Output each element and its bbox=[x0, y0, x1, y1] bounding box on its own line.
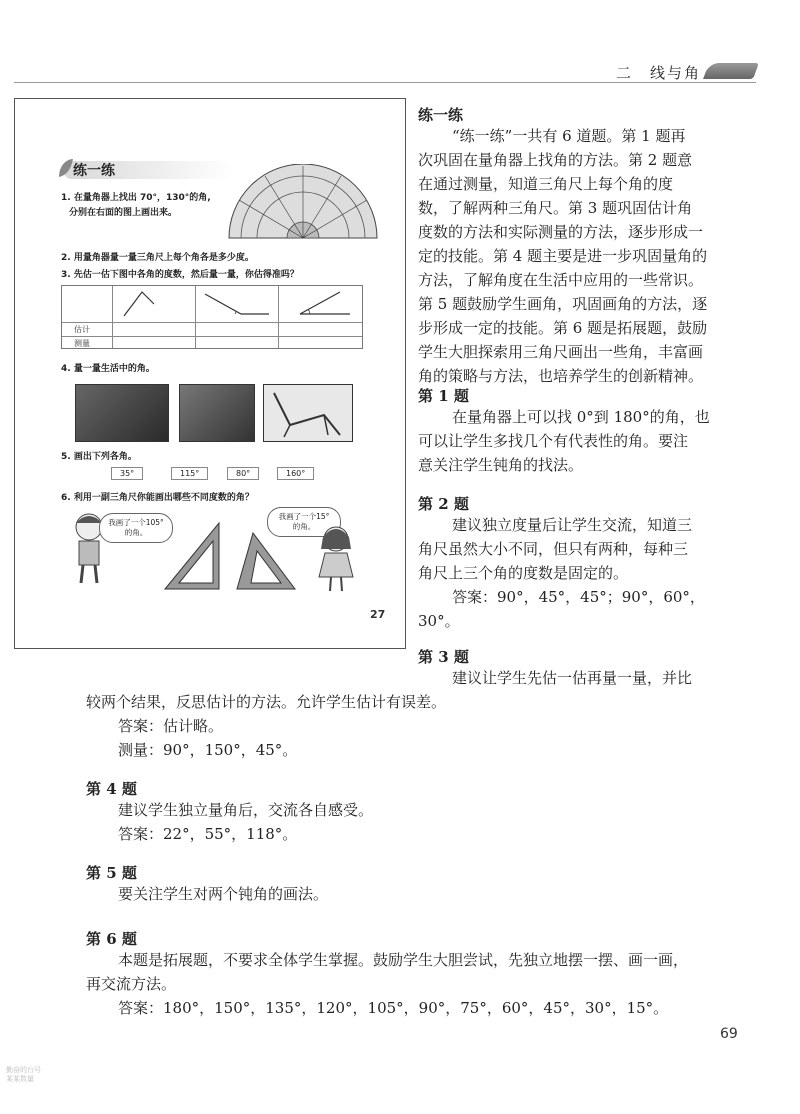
para-line: 定的技能。第 4 题主要是进一步巩固量角的 bbox=[418, 247, 708, 265]
q4-paragraph bbox=[118, 798, 373, 846]
para-line: 度数的方法和实际测量的方法，逐步形成一 bbox=[418, 223, 704, 241]
estimate-table bbox=[61, 285, 363, 349]
q3-line-first: 建议让学生先估一估再量一量，并比 bbox=[452, 669, 693, 687]
para-line: 方法，了解角度在生活中应用的一些常识。 bbox=[418, 271, 704, 289]
row-label-measure: 测量 bbox=[74, 339, 90, 348]
para-line: 第 5 题鼓励学生画角，巩固画角的方法，逐 bbox=[418, 295, 708, 313]
para-line: 步形成一定的技能。第 6 题是拓展题，鼓励 bbox=[418, 319, 708, 337]
q2-answer-cont: 30°。 bbox=[418, 612, 460, 630]
speech-bubble-right: 我画了一个15°的角。 bbox=[267, 507, 341, 537]
photo-computer-girl bbox=[75, 384, 169, 442]
para-line: 在通过测量，知道三角尺上每个角的度 bbox=[418, 175, 674, 193]
textbook-page-number: 27 bbox=[370, 608, 386, 621]
triangle-ruler-left bbox=[161, 519, 223, 591]
para-line: 次巩固在量角器上找角的方法。第 2 题意 bbox=[418, 151, 693, 169]
chair-icon bbox=[264, 385, 352, 441]
textbook-q3: 3. 先估一估下图中各角的度数，然后量一量，你估得准吗？ bbox=[61, 270, 299, 280]
watermark-line: 某某数量 bbox=[6, 1075, 34, 1083]
q2-line: 角尺虽然大小不同，但只有两种，每种三 bbox=[418, 540, 689, 558]
chapter-header: 二 线与角 bbox=[616, 64, 702, 82]
heading-q6: 第 6 题 bbox=[86, 930, 137, 948]
textbook-q1-line2: 分别在右面的图上画出来。 bbox=[69, 208, 178, 218]
triangle-ruler-right bbox=[233, 529, 299, 591]
girl-cartoon bbox=[311, 523, 361, 593]
para-line: 角的策略与方法，也培养学生的创新精神。 bbox=[418, 367, 704, 385]
angle-option-35: 35° bbox=[111, 467, 143, 480]
para-line: 学生大胆探索用三角尺画出一些角，丰富画 bbox=[418, 343, 704, 361]
angle-option-160: 160° bbox=[277, 467, 314, 480]
right-section-title: 练一练 bbox=[418, 106, 464, 124]
header-rule bbox=[14, 82, 756, 83]
heading-q1: 第 1 题 bbox=[418, 387, 469, 405]
textbook-section-title: 练一练 bbox=[73, 163, 115, 179]
textbook-q6: 6. 利用一副三角尺你能画出哪些不同度数的角？ bbox=[61, 493, 254, 503]
angle-option-80: 80° bbox=[227, 467, 259, 480]
photo-chair bbox=[263, 384, 353, 442]
row-label-estimate: 估计 bbox=[74, 325, 90, 334]
textbook-q2: 2. 用量角器量一量三角尺上每个角各是多少度。 bbox=[61, 253, 254, 263]
page-number: 69 bbox=[720, 1026, 738, 1042]
q6-paragraph bbox=[86, 948, 726, 1020]
q2-answer: 答案：90°，45°，45°；90°，60°， bbox=[452, 588, 705, 606]
q1-paragraph bbox=[418, 405, 718, 477]
intro-paragraph bbox=[418, 124, 718, 388]
q2-line: 建议独立度量后让学生交流，知道三 bbox=[452, 516, 693, 534]
angle-figure-3 bbox=[280, 288, 362, 320]
chapter-tab-decoration bbox=[703, 63, 759, 79]
textbook-q5: 5. 画出下列各角。 bbox=[61, 452, 137, 462]
photo-legs bbox=[179, 384, 255, 442]
leaf-icon bbox=[55, 157, 75, 181]
angle-figure-2 bbox=[197, 288, 277, 320]
para-line: 数，了解两种三角尺。第 3 题巩固估计角 bbox=[418, 199, 693, 217]
speech-bubble-left: 我画了一个105°的角。 bbox=[99, 513, 173, 543]
para-line: “练一练”一共有 6 道题。第 1 题再 bbox=[452, 127, 686, 145]
textbook-q1: 1. 在量角器上找出 70°，130°的角, bbox=[61, 193, 211, 203]
protractor-image bbox=[227, 164, 379, 240]
q3-line: 较两个结果，反思估计的方法。允许学生估计有误差。 bbox=[86, 693, 447, 711]
q3-measure: 测量：90°，150°，45°。 bbox=[118, 741, 298, 759]
textbook-page-image bbox=[14, 98, 406, 649]
q4-line: 建议学生独立量角后，交流各自感受。 bbox=[118, 801, 374, 819]
q2-paragraph bbox=[418, 513, 718, 633]
heading-q5: 第 5 题 bbox=[86, 864, 137, 882]
q6-answer: 答案：180°，150°，135°，120°，105°，90°，75°，60°，45°，30°，15°。 bbox=[118, 999, 669, 1017]
heading-q4: 第 4 题 bbox=[86, 780, 137, 798]
q6-line: 本题是拓展题，不要求全体学生掌握。鼓励学生大胆尝试，先独立地摆一摆、画一画， bbox=[118, 951, 689, 969]
q5-line: 要关注学生对两个钝角的画法。 bbox=[118, 885, 329, 903]
q1-line: 在量角器上可以找 0°到 180°的角，也 bbox=[452, 408, 710, 426]
q1-line: 可以让学生多找几个有代表性的角。要注 bbox=[418, 432, 689, 450]
angle-figure-1 bbox=[114, 288, 194, 320]
q1-line: 意关注学生钝角的找法。 bbox=[418, 456, 584, 474]
watermark bbox=[6, 1066, 41, 1084]
q2-line: 角尺上三个角的度数是固定的。 bbox=[418, 564, 629, 582]
q3-answer: 答案：估计略。 bbox=[118, 717, 224, 735]
q3-paragraph bbox=[86, 690, 726, 762]
heading-q2: 第 2 题 bbox=[418, 495, 469, 513]
textbook-q4: 4. 量一量生活中的角。 bbox=[61, 364, 155, 374]
q6-line: 再交流方法。 bbox=[86, 975, 177, 993]
q4-answer: 答案：22°，55°，118°。 bbox=[118, 825, 298, 843]
angle-option-115: 115° bbox=[171, 467, 208, 480]
heading-q3: 第 3 题 bbox=[418, 648, 469, 666]
watermark-line: 勤奋的台号 bbox=[6, 1066, 41, 1074]
